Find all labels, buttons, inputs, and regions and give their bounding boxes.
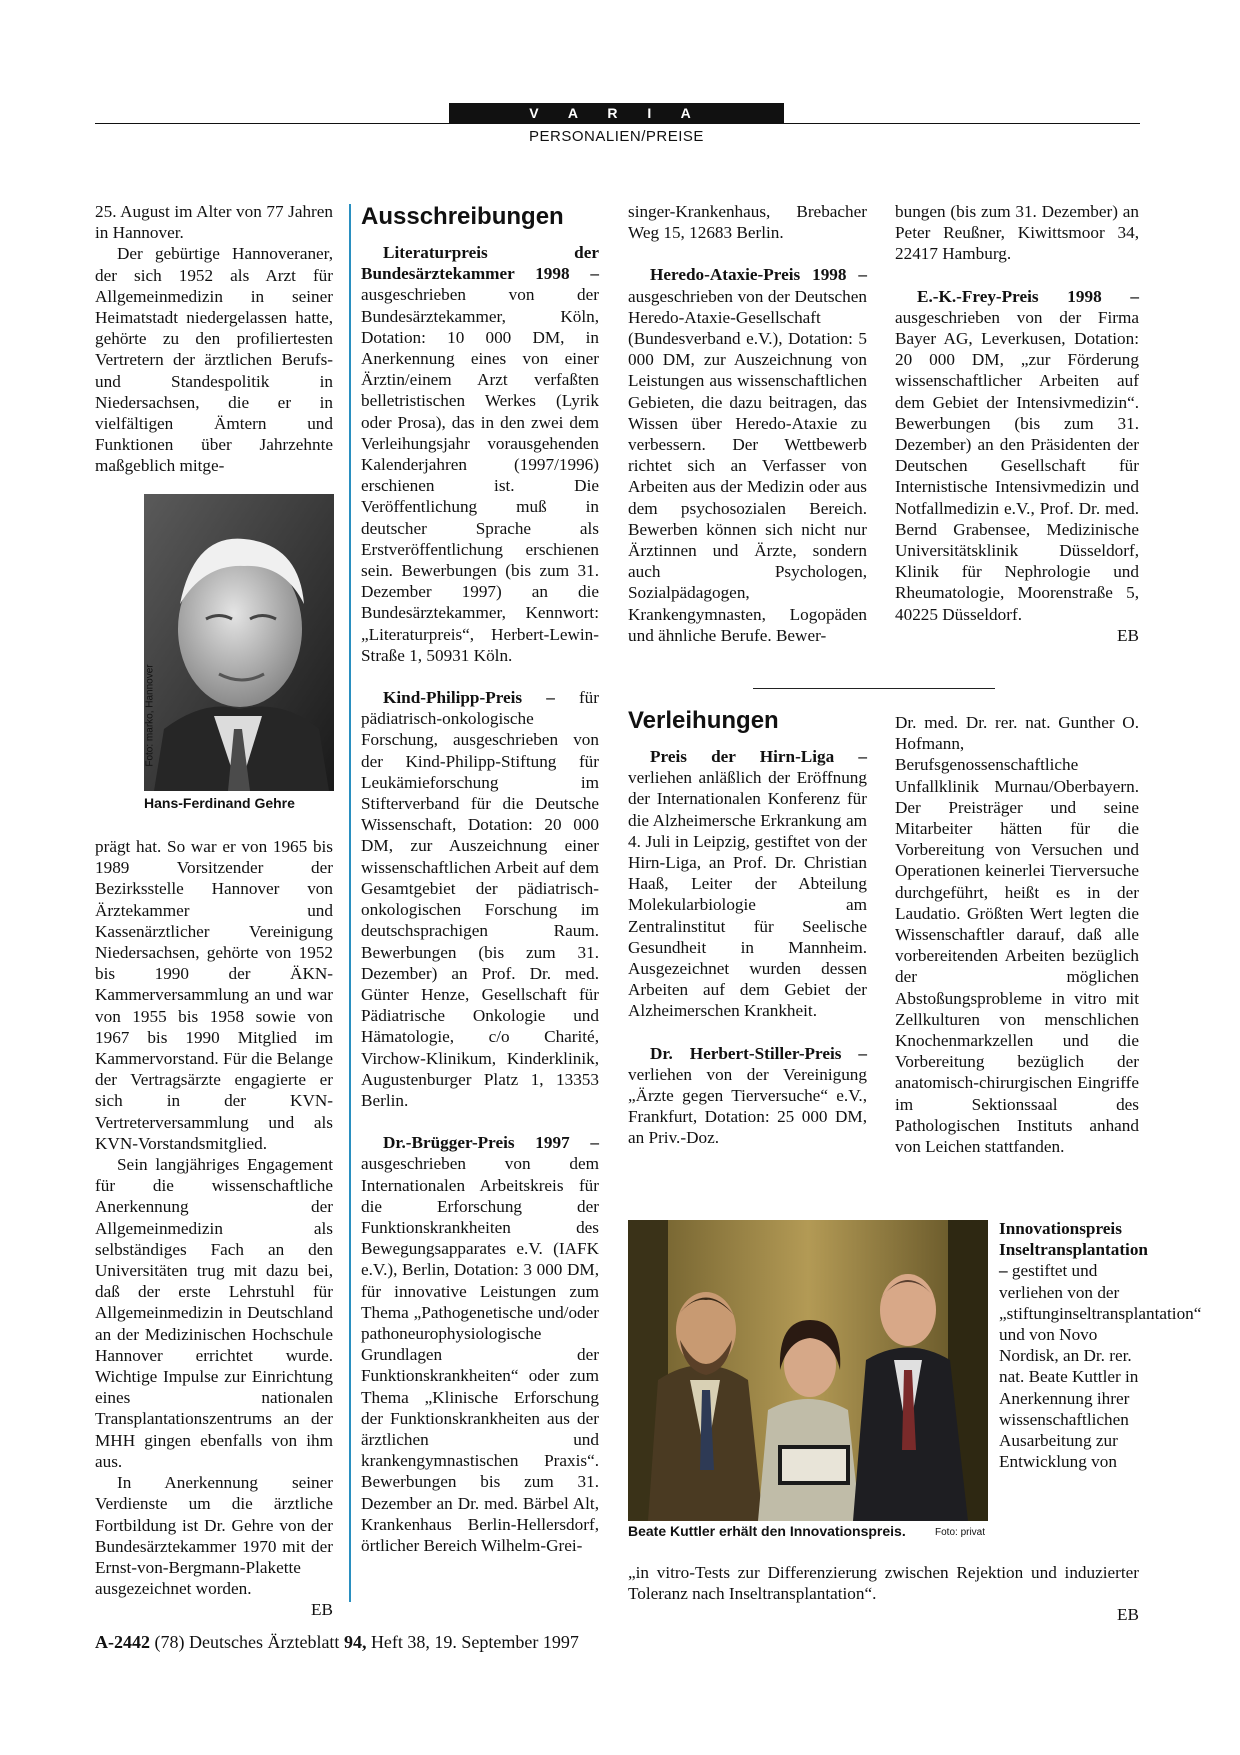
subsection-title: PERSONALIEN/PREISE <box>529 128 704 145</box>
portrait-photo <box>144 494 334 791</box>
column-2 <box>361 204 599 1556</box>
obituary-paragraph: In Anerkennung seiner Verdienste um die ärztliche Fortbildung ist Dr. Gehre von der Bundesärztekammer 1970 mit der Ernst-von-Bergmann-Plakette ausgezeichnet worden. EB <box>95 1473 333 1620</box>
photo-caption: Hans-Ferdinand Gehre <box>144 795 295 811</box>
obituary-paragraph: prägt hat. So war er von 1965 bis 1989 Vorsitzender der Bezirksstelle Hannover von Ärztekammer und Kassenärztlicher Vereinigung Niedersachsen, gehörte von 1952 bis 1990 der ÄKN-Kammerversammlung an und war von 1955 bis 1958 sowie von 1967 bis 1990 Mitglied im Kammervorstand. Für die Belange der Vertragsärzte engagierte er sich in der KVN-Vertreterversammlung und als KVN-Vorstandsmitglied. <box>95 837 333 1153</box>
award-entry-continued: singer-Krankenhaus, Brebacher Weg 15, 12683 Berlin. <box>628 202 867 243</box>
award-entry-continued: „in vitro-Tests zur Differenzierung zwischen Rejektion und induzierter Toleranz nach Inseltransplantation“. EB <box>628 1563 1139 1625</box>
award-entry: Heredo-Ataxie-Preis 1998 – ausgeschrieben von der Deutschen Heredo-Ataxie-Gesellschaft (Bundesverband e.V.), Dotation: 5 000 DM, zur Auszeichnung von Leistungen aus wissenschaftlichen Gebieten, die dazu beitragen, das Wissen über Heredo-Ataxie zu verbessern. Der Wettbewerb richtet sich an Verfasser von Arbeiten aus der Medizin oder aus dem psychosozialen Bereich. Bewerben können sich nicht nur Ärztinnen und Ärzte, sondern auch Psychologen, Sozialpädagogen, Krankengymnasten, Logopäden und ähnliche Berufe. Bewer- <box>628 265 867 645</box>
author-sign: EB <box>311 1600 333 1620</box>
section-heading-verleihungen: Verleihungen <box>628 707 779 734</box>
award-entry-continued: bungen (bis zum 31. Dezember) an Peter Reußner, Kiwittsmoor 34, 22417 Hamburg. <box>895 202 1139 264</box>
section-separator <box>753 688 995 689</box>
column-divider <box>349 204 351 1602</box>
column-innovationspreis <box>999 1218 1202 1472</box>
column-4 <box>895 201 1139 646</box>
page-number: A-2442 <box>95 1632 150 1652</box>
section-banner: V A R I A <box>449 103 784 123</box>
issue-info: Heft 38, 19. September 1997 <box>370 1632 579 1652</box>
obituary-paragraph: Der gebürtige Hannoveraner, der sich 1952 als Arzt für Allgemeinmedizin in seiner Heimatstadt niedergelassen hatte, gehörte zu den profiliertesten Vertretern der ärztlichen Berufs- und Standespolitik in Niedersachsen, die er in vielfältigen Ämtern und Funktionen über Jahrzehnte maßgeblich mitge- <box>95 244 333 476</box>
volume-number: 94, <box>343 1632 367 1652</box>
header-rule <box>95 123 1140 124</box>
award-entry-continued: Dr. med. Dr. rer. nat. Gunther O. Hofmann, Berufsgenossenschaftliche Unfallklinik Murnau/Oberbayern. Der Preisträger und seine Mitarbeiter hätten für die Vorbereitung von Versuchen und Operationen keinerlei Tierversuche durchgeführt, heißt es in der Laudatio. Größten Wert legten die Wissenschaftler darauf, daß alle vorbereitenden Arbeiten bezüglich der möglichen Abstoßungsprobleme in vitro mit Zellkulturen von menschlichen Knochenmarkzellen und die Vorbereitung bezüglich der anatomisch-chirurgischen Eingriffe im Sektionssaal des Pathologischen Instituts anhand von Leichen stattfanden. <box>895 713 1139 1157</box>
photo-credit: Foto: marko, Hannover <box>144 664 156 767</box>
author-sign: EB <box>1117 1605 1139 1625</box>
obituary-paragraph: Sein langjähriges Engagement für die wissenschaftliche Anerkennung der Allgemeinmedizin als selbständiges Fach an den Universitäten trug mit dazu bei, daß der erste Lehrstuhl für Allgemeinmedizin in Deutschland an der Medizinischen Hochschule Hannover errichtet wurde. Wichtige Impulse zur Einrichtung eines nationalen Transplantationszentrums an der MHH gingen ebenfalls von ihm aus. <box>95 1155 333 1471</box>
award-entry: Kind-Philipp-Preis – für pädiatrisch-onkologische Forschung, ausgeschrieben von der Kind-Philipp-Stiftung für Leukämieforschung im Stifterverband für die Deutsche Wissenschaft, Dotation: 20 000 DM, zur Auszeichnung einer wissenschaftlichen Arbeit auf dem Gesamtgebiet der pädiatrisch-onkologischen Forschung im deutschsprachigen Raum. Bewerbungen (bis zum 31. Dezember) an Prof. Dr. med. Günter Henze, Gesellschaft für Pädiatrische Onkologie und Hämatologie, c/o Charité, Virchow-Klinikum, Kinderklinik, Augustenburger Platz 1, 13353 Berlin. <box>361 688 600 1110</box>
award-entry: Dr.-Brügger-Preis 1997 – ausgeschrieben von dem Internationalen Arbeitskreis für die Erforschung der Funktionskrankheiten des Bewegungsapparates e.V. (IAFK e.V.), Berlin, Dotation: 3 000 DM, für innovative Leistungen zum Thema „Pathogenetische und/oder pathoneurophysiologische Grundlagen der Funktionskrankheiten“ oder zum Thema „Klinische Erforschung der Funktionskrankheiten aus der ärztlichen und krankengymnastischen Praxis“. Bewerbungen bis zum 31. Dezember an Dr. med. Bärbel Alt, Krankenhaus Berlin-Hellersdorf, örtlicher Bereich Wilhelm-Grei- <box>361 1133 599 1555</box>
column-verleihungen-2 <box>895 712 1139 1157</box>
award-entry: Preis der Hirn-Liga – verliehen anläßlich der Eröffnung der Internationalen Konferenz für die Alzheimersche Erkrankung am 4. Juli in Leipzig, gestiftet von der Hirn-Liga, an Prof. Dr. Christian Haaß, Leiter der Abteilung Molekularbiologie am Zentralinstitut für Seelische Gesundheit in Mannheim. Ausgezeichnet wurden dessen Arbeiten auf dem Gebiet der Alzheimerschen Krankheit. <box>628 747 867 1021</box>
column-1-continued <box>95 836 333 1621</box>
column-3 <box>628 201 867 646</box>
section-heading-ausschreibungen: Ausschreibungen <box>361 203 564 230</box>
photo-credit: Foto: privat <box>935 1527 986 1538</box>
award-entry: Literaturpreis der Bundesärztekammer 1998 – ausgeschrieben von der Bundesärztekammer, Köln, Dotation: 10 000 DM, in Anerkennung eines von einer Ärztin/einem Arzt verfaßten belletristischen Werkes (Lyrik oder Prosa), das in den zwei dem Verleihungsjahr vorausgehenden Kalenderjahren (1997/1996) erschienen ist. Die Veröffentlichung muß in deutscher Sprache als Erstveröffentlichung erschienen sein. Bewerbungen (bis zum 31. Dezember 1997) an die Bundesärztekammer, Kennwort: „Literaturpreis“, Herbert-Lewin-Straße 1, 50931 Köln. <box>361 243 599 665</box>
column-1 <box>95 201 333 477</box>
award-photo <box>628 1220 988 1521</box>
author-sign: EB <box>1117 625 1139 645</box>
photo-caption: Beate Kuttler erhält den Innovationspreis. <box>628 1523 906 1539</box>
award-entry: Dr. Herbert-Stiller-Preis – verliehen von der Vereinigung „Ärzte gegen Tierversuche“ e.V., Frankfurt, Dotation: 25 000 DM, an Priv.-Doz. <box>628 1043 867 1148</box>
publication-name: (78) Deutsches Ärzteblatt <box>154 1632 340 1652</box>
page-footer <box>95 1632 579 1653</box>
column-verleihungen-1 <box>628 708 867 1149</box>
innovationspreis-tail <box>628 1562 1139 1626</box>
award-entry: E.-K.-Frey-Preis 1998 – ausgeschrieben von der Firma Bayer AG, Leverkusen, Dotation: 20 000 DM, „zur Förderung wissenschaftlicher Arbeiten auf dem Gebiet der Intensivmedizin“. Bewerbungen (bis zum 31. Dezember) an den Präsidenten der Deutschen Gesellschaft für Internistische Intensivmedizin und Notfallmedizin e.V., Prof. Dr. med. Bernd Grabensee, Medizinische Universitätsklinik Düsseldorf, Klinik für Nephrologie und Rheumatologie, Moorenstraße 5, 40225 Düsseldorf. EB <box>895 286 1139 645</box>
obituary-paragraph: 25. August im Alter von 77 Jahren in Hannover. <box>95 202 333 243</box>
award-entry: Innovationspreis Inseltransplantation – gestiftet und verliehen von der „stiftunginseltransplantation“ und von Novo Nordisk, an Dr. rer. nat. Beate Kuttler in Anerkennung ihrer wissenschaftlichen Ausarbeitung zur Entwicklung von <box>999 1219 1202 1472</box>
